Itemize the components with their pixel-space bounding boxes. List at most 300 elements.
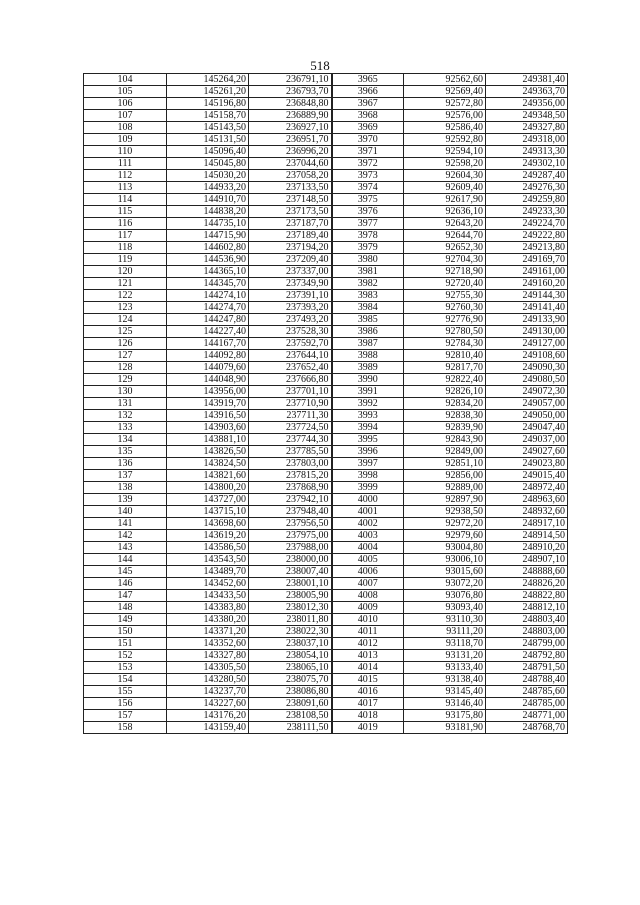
table-row: [84, 446, 568, 458]
table-row: [84, 686, 568, 698]
point-number-right-cell: 3980: [332, 254, 404, 266]
point-number-right-cell: 3972: [332, 158, 404, 170]
y-coordinate-right-cell: 249090,30: [486, 362, 568, 374]
x-coordinate-right-cell: 92849,00: [404, 446, 486, 458]
y-coordinate-right-cell: 248799,00: [486, 638, 568, 650]
y-coordinate-left-cell: 237058,20: [249, 170, 332, 182]
table-row: [84, 146, 568, 158]
y-coordinate-left-cell: 238011,80: [249, 614, 332, 626]
x-coordinate-left-cell: 143800,20: [167, 482, 249, 494]
y-coordinate-right-cell: 249144,30: [486, 290, 568, 302]
point-number-right-cell: 3982: [332, 278, 404, 290]
x-coordinate-left-cell: 143903,60: [167, 422, 249, 434]
point-number-right-cell: 3987: [332, 338, 404, 350]
point-number-left-cell: 153: [84, 662, 167, 674]
x-coordinate-right-cell: 92760,30: [404, 302, 486, 314]
x-coordinate-left-cell: 143715,10: [167, 506, 249, 518]
y-coordinate-left-cell: 237592,70: [249, 338, 332, 350]
x-coordinate-right-cell: 92576,00: [404, 110, 486, 122]
point-number-left-cell: 133: [84, 422, 167, 434]
x-coordinate-left-cell: 143327,80: [167, 650, 249, 662]
point-number-right-cell: 4002: [332, 518, 404, 530]
y-coordinate-left-cell: 237711,30: [249, 410, 332, 422]
y-coordinate-left-cell: 238007,40: [249, 566, 332, 578]
x-coordinate-right-cell: 92826,10: [404, 386, 486, 398]
table-row: [84, 182, 568, 194]
x-coordinate-left-cell: 144715,90: [167, 230, 249, 242]
y-coordinate-left-cell: 238065,10: [249, 662, 332, 674]
x-coordinate-right-cell: 92972,20: [404, 518, 486, 530]
table-row: [84, 254, 568, 266]
point-number-left-cell: 104: [84, 74, 167, 86]
table-row: [84, 434, 568, 446]
x-coordinate-right-cell: 92817,70: [404, 362, 486, 374]
x-coordinate-left-cell: 143452,60: [167, 578, 249, 590]
x-coordinate-right-cell: 92720,40: [404, 278, 486, 290]
point-number-left-cell: 109: [84, 134, 167, 146]
table-row: [84, 170, 568, 182]
x-coordinate-right-cell: 92569,40: [404, 86, 486, 98]
y-coordinate-right-cell: 249160,20: [486, 278, 568, 290]
y-coordinate-right-cell: 249133,90: [486, 314, 568, 326]
y-coordinate-right-cell: 249348,50: [486, 110, 568, 122]
x-coordinate-right-cell: 92839,90: [404, 422, 486, 434]
y-coordinate-right-cell: 248785,00: [486, 698, 568, 710]
y-coordinate-left-cell: 237710,90: [249, 398, 332, 410]
point-number-right-cell: 4004: [332, 542, 404, 554]
point-number-right-cell: 3973: [332, 170, 404, 182]
y-coordinate-right-cell: 248888,60: [486, 566, 568, 578]
y-coordinate-right-cell: 248972,40: [486, 482, 568, 494]
point-number-left-cell: 129: [84, 374, 167, 386]
point-number-right-cell: 3997: [332, 458, 404, 470]
x-coordinate-right-cell: 92838,30: [404, 410, 486, 422]
y-coordinate-left-cell: 236791,10: [249, 74, 332, 86]
coordinates-table-body: [84, 74, 568, 734]
x-coordinate-right-cell: 92851,10: [404, 458, 486, 470]
x-coordinate-right-cell: 93146,40: [404, 698, 486, 710]
table-row: [84, 122, 568, 134]
x-coordinate-left-cell: 144602,80: [167, 242, 249, 254]
point-number-right-cell: 4005: [332, 554, 404, 566]
point-number-right-cell: 3990: [332, 374, 404, 386]
point-number-right-cell: 3978: [332, 230, 404, 242]
y-coordinate-left-cell: 238012,30: [249, 602, 332, 614]
table-row: [84, 602, 568, 614]
x-coordinate-left-cell: 145196,80: [167, 98, 249, 110]
y-coordinate-right-cell: 249037,00: [486, 434, 568, 446]
y-coordinate-right-cell: 248910,20: [486, 542, 568, 554]
point-number-left-cell: 147: [84, 590, 167, 602]
point-number-right-cell: 4001: [332, 506, 404, 518]
y-coordinate-right-cell: 248788,40: [486, 674, 568, 686]
point-number-right-cell: 3996: [332, 446, 404, 458]
table-row: [84, 278, 568, 290]
y-coordinate-left-cell: 237975,00: [249, 530, 332, 542]
point-number-right-cell: 3969: [332, 122, 404, 134]
point-number-left-cell: 131: [84, 398, 167, 410]
y-coordinate-left-cell: 237148,50: [249, 194, 332, 206]
table-row: [84, 242, 568, 254]
point-number-right-cell: 4007: [332, 578, 404, 590]
table-row: [84, 290, 568, 302]
x-coordinate-left-cell: 143919,70: [167, 398, 249, 410]
point-number-left-cell: 145: [84, 566, 167, 578]
x-coordinate-left-cell: 144048,90: [167, 374, 249, 386]
y-coordinate-right-cell: 249015,40: [486, 470, 568, 482]
y-coordinate-left-cell: 237187,70: [249, 218, 332, 230]
y-coordinate-left-cell: 237194,20: [249, 242, 332, 254]
coordinates-table: [83, 73, 568, 734]
y-coordinate-right-cell: 249259,80: [486, 194, 568, 206]
point-number-left-cell: 132: [84, 410, 167, 422]
x-coordinate-left-cell: 144167,70: [167, 338, 249, 350]
point-number-right-cell: 3983: [332, 290, 404, 302]
table-row: [84, 590, 568, 602]
point-number-right-cell: 3965: [332, 74, 404, 86]
x-coordinate-right-cell: 92592,80: [404, 134, 486, 146]
point-number-right-cell: 4017: [332, 698, 404, 710]
x-coordinate-left-cell: 144838,20: [167, 206, 249, 218]
x-coordinate-right-cell: 93076,80: [404, 590, 486, 602]
point-number-left-cell: 127: [84, 350, 167, 362]
y-coordinate-right-cell: 249222,80: [486, 230, 568, 242]
table-row: [84, 554, 568, 566]
y-coordinate-right-cell: 249233,30: [486, 206, 568, 218]
point-number-right-cell: 4016: [332, 686, 404, 698]
table-row: [84, 338, 568, 350]
x-coordinate-right-cell: 92643,20: [404, 218, 486, 230]
point-number-right-cell: 3979: [332, 242, 404, 254]
y-coordinate-right-cell: 248822,80: [486, 590, 568, 602]
y-coordinate-left-cell: 238037,10: [249, 638, 332, 650]
y-coordinate-right-cell: 249080,50: [486, 374, 568, 386]
y-coordinate-left-cell: 237948,40: [249, 506, 332, 518]
y-coordinate-right-cell: 249224,70: [486, 218, 568, 230]
x-coordinate-left-cell: 143380,20: [167, 614, 249, 626]
point-number-left-cell: 139: [84, 494, 167, 506]
point-number-right-cell: 3989: [332, 362, 404, 374]
y-coordinate-right-cell: 249318,00: [486, 134, 568, 146]
x-coordinate-left-cell: 143916,50: [167, 410, 249, 422]
x-coordinate-left-cell: 144092,80: [167, 350, 249, 362]
y-coordinate-left-cell: 236951,70: [249, 134, 332, 146]
x-coordinate-right-cell: 93145,40: [404, 686, 486, 698]
x-coordinate-right-cell: 93004,80: [404, 542, 486, 554]
x-coordinate-left-cell: 144274,70: [167, 302, 249, 314]
point-number-left-cell: 122: [84, 290, 167, 302]
table-row: [84, 638, 568, 650]
point-number-right-cell: 4008: [332, 590, 404, 602]
y-coordinate-left-cell: 237803,00: [249, 458, 332, 470]
x-coordinate-right-cell: 93133,40: [404, 662, 486, 674]
point-number-left-cell: 118: [84, 242, 167, 254]
table-row: [84, 86, 568, 98]
x-coordinate-left-cell: 143586,50: [167, 542, 249, 554]
table-row: [84, 230, 568, 242]
x-coordinate-right-cell: 92562,60: [404, 74, 486, 86]
point-number-left-cell: 121: [84, 278, 167, 290]
x-coordinate-right-cell: 92718,90: [404, 266, 486, 278]
y-coordinate-left-cell: 238005,90: [249, 590, 332, 602]
table-row: [84, 374, 568, 386]
y-coordinate-left-cell: 237337,00: [249, 266, 332, 278]
point-number-left-cell: 156: [84, 698, 167, 710]
table-row: [84, 398, 568, 410]
x-coordinate-right-cell: 93006,10: [404, 554, 486, 566]
point-number-right-cell: 3988: [332, 350, 404, 362]
x-coordinate-right-cell: 92594,10: [404, 146, 486, 158]
x-coordinate-left-cell: 143237,70: [167, 686, 249, 698]
x-coordinate-left-cell: 145045,80: [167, 158, 249, 170]
point-number-right-cell: 3975: [332, 194, 404, 206]
point-number-left-cell: 124: [84, 314, 167, 326]
y-coordinate-left-cell: 237349,90: [249, 278, 332, 290]
y-coordinate-left-cell: 236927,10: [249, 122, 332, 134]
x-coordinate-left-cell: 144227,40: [167, 326, 249, 338]
x-coordinate-right-cell: 92586,40: [404, 122, 486, 134]
y-coordinate-left-cell: 238086,80: [249, 686, 332, 698]
table-row: [84, 662, 568, 674]
x-coordinate-left-cell: 143371,20: [167, 626, 249, 638]
y-coordinate-left-cell: 237044,60: [249, 158, 332, 170]
point-number-left-cell: 142: [84, 530, 167, 542]
x-coordinate-right-cell: 92604,30: [404, 170, 486, 182]
x-coordinate-left-cell: 143433,50: [167, 590, 249, 602]
table-row: [84, 710, 568, 722]
point-number-left-cell: 143: [84, 542, 167, 554]
table-row: [84, 698, 568, 710]
point-number-right-cell: 4015: [332, 674, 404, 686]
point-number-left-cell: 115: [84, 206, 167, 218]
y-coordinate-left-cell: 237173,50: [249, 206, 332, 218]
x-coordinate-left-cell: 143305,50: [167, 662, 249, 674]
point-number-left-cell: 157: [84, 710, 167, 722]
x-coordinate-right-cell: 92609,40: [404, 182, 486, 194]
x-coordinate-left-cell: 145131,50: [167, 134, 249, 146]
x-coordinate-right-cell: 92598,20: [404, 158, 486, 170]
x-coordinate-right-cell: 92572,80: [404, 98, 486, 110]
point-number-right-cell: 4018: [332, 710, 404, 722]
y-coordinate-right-cell: 249108,60: [486, 350, 568, 362]
y-coordinate-left-cell: 237493,20: [249, 314, 332, 326]
x-coordinate-right-cell: 92822,40: [404, 374, 486, 386]
point-number-left-cell: 154: [84, 674, 167, 686]
x-coordinate-right-cell: 93118,70: [404, 638, 486, 650]
point-number-right-cell: 3992: [332, 398, 404, 410]
y-coordinate-left-cell: 237528,30: [249, 326, 332, 338]
y-coordinate-right-cell: 248785,60: [486, 686, 568, 698]
table-row: [84, 650, 568, 662]
point-number-left-cell: 144: [84, 554, 167, 566]
point-number-right-cell: 4014: [332, 662, 404, 674]
point-number-right-cell: 3967: [332, 98, 404, 110]
point-number-right-cell: 4000: [332, 494, 404, 506]
point-number-right-cell: 3985: [332, 314, 404, 326]
x-coordinate-right-cell: 93072,20: [404, 578, 486, 590]
point-number-left-cell: 125: [84, 326, 167, 338]
y-coordinate-right-cell: 249327,80: [486, 122, 568, 134]
table-row: [84, 110, 568, 122]
point-number-right-cell: 4009: [332, 602, 404, 614]
table-row: [84, 542, 568, 554]
x-coordinate-left-cell: 143176,20: [167, 710, 249, 722]
point-number-left-cell: 120: [84, 266, 167, 278]
x-coordinate-left-cell: 143956,00: [167, 386, 249, 398]
y-coordinate-right-cell: 248963,60: [486, 494, 568, 506]
y-coordinate-right-cell: 249023,80: [486, 458, 568, 470]
x-coordinate-left-cell: 144536,90: [167, 254, 249, 266]
point-number-right-cell: 3991: [332, 386, 404, 398]
point-number-right-cell: 3971: [332, 146, 404, 158]
x-coordinate-left-cell: 143352,60: [167, 638, 249, 650]
y-coordinate-right-cell: 249027,60: [486, 446, 568, 458]
x-coordinate-right-cell: 92834,20: [404, 398, 486, 410]
x-coordinate-right-cell: 92776,90: [404, 314, 486, 326]
y-coordinate-left-cell: 237868,90: [249, 482, 332, 494]
y-coordinate-right-cell: 248914,50: [486, 530, 568, 542]
x-coordinate-right-cell: 92755,30: [404, 290, 486, 302]
y-coordinate-right-cell: 249276,30: [486, 182, 568, 194]
x-coordinate-left-cell: 144735,10: [167, 218, 249, 230]
x-coordinate-right-cell: 93093,40: [404, 602, 486, 614]
y-coordinate-right-cell: 248932,60: [486, 506, 568, 518]
table-row: [84, 206, 568, 218]
y-coordinate-left-cell: 238111,50: [249, 722, 332, 734]
x-coordinate-right-cell: 93111,20: [404, 626, 486, 638]
x-coordinate-right-cell: 92704,30: [404, 254, 486, 266]
y-coordinate-left-cell: 236848,80: [249, 98, 332, 110]
x-coordinate-left-cell: 144365,10: [167, 266, 249, 278]
x-coordinate-left-cell: 145261,20: [167, 86, 249, 98]
y-coordinate-left-cell: 237189,40: [249, 230, 332, 242]
table-row: [84, 458, 568, 470]
point-number-left-cell: 152: [84, 650, 167, 662]
x-coordinate-right-cell: 92644,70: [404, 230, 486, 242]
x-coordinate-right-cell: 93181,90: [404, 722, 486, 734]
y-coordinate-left-cell: 236793,70: [249, 86, 332, 98]
page-number: 518: [310, 58, 330, 73]
y-coordinate-left-cell: 236889,90: [249, 110, 332, 122]
y-coordinate-left-cell: 237744,30: [249, 434, 332, 446]
point-number-right-cell: 3986: [332, 326, 404, 338]
y-coordinate-right-cell: 248803,40: [486, 614, 568, 626]
point-number-left-cell: 112: [84, 170, 167, 182]
x-coordinate-right-cell: 92889,00: [404, 482, 486, 494]
table-row: [84, 314, 568, 326]
y-coordinate-left-cell: 237209,40: [249, 254, 332, 266]
table-row: [84, 134, 568, 146]
x-coordinate-right-cell: 92617,90: [404, 194, 486, 206]
x-coordinate-right-cell: 92856,00: [404, 470, 486, 482]
y-coordinate-right-cell: 248791,50: [486, 662, 568, 674]
y-coordinate-left-cell: 237393,20: [249, 302, 332, 314]
x-coordinate-right-cell: 93015,60: [404, 566, 486, 578]
point-number-right-cell: 3998: [332, 470, 404, 482]
table-row: [84, 158, 568, 170]
table-row: [84, 350, 568, 362]
point-number-right-cell: 3984: [332, 302, 404, 314]
x-coordinate-left-cell: 143821,60: [167, 470, 249, 482]
point-number-right-cell: 3999: [332, 482, 404, 494]
y-coordinate-right-cell: 248792,80: [486, 650, 568, 662]
table-row: [84, 674, 568, 686]
point-number-right-cell: 3970: [332, 134, 404, 146]
point-number-right-cell: 4003: [332, 530, 404, 542]
table-row: [84, 614, 568, 626]
x-coordinate-left-cell: 145143,50: [167, 122, 249, 134]
y-coordinate-right-cell: 249313,30: [486, 146, 568, 158]
point-number-left-cell: 119: [84, 254, 167, 266]
x-coordinate-left-cell: 143280,50: [167, 674, 249, 686]
y-coordinate-left-cell: 238075,70: [249, 674, 332, 686]
point-number-right-cell: 4013: [332, 650, 404, 662]
point-number-left-cell: 128: [84, 362, 167, 374]
point-number-right-cell: 4011: [332, 626, 404, 638]
y-coordinate-right-cell: 248771,00: [486, 710, 568, 722]
point-number-left-cell: 141: [84, 518, 167, 530]
x-coordinate-left-cell: 144274,10: [167, 290, 249, 302]
point-number-left-cell: 130: [84, 386, 167, 398]
y-coordinate-right-cell: 249381,40: [486, 74, 568, 86]
x-coordinate-right-cell: 92636,10: [404, 206, 486, 218]
y-coordinate-left-cell: 237724,50: [249, 422, 332, 434]
x-coordinate-left-cell: 145264,20: [167, 74, 249, 86]
point-number-left-cell: 114: [84, 194, 167, 206]
y-coordinate-right-cell: 249287,40: [486, 170, 568, 182]
y-coordinate-right-cell: 249050,00: [486, 410, 568, 422]
table-row: [84, 194, 568, 206]
table-row: [84, 506, 568, 518]
table-row: [84, 98, 568, 110]
x-coordinate-left-cell: 144247,80: [167, 314, 249, 326]
y-coordinate-right-cell: 249363,70: [486, 86, 568, 98]
point-number-left-cell: 111: [84, 158, 167, 170]
y-coordinate-left-cell: 237133,50: [249, 182, 332, 194]
table-row: [84, 482, 568, 494]
y-coordinate-left-cell: 237391,10: [249, 290, 332, 302]
y-coordinate-right-cell: 249057,00: [486, 398, 568, 410]
point-number-left-cell: 134: [84, 434, 167, 446]
y-coordinate-left-cell: 237956,50: [249, 518, 332, 530]
y-coordinate-left-cell: 237942,10: [249, 494, 332, 506]
y-coordinate-left-cell: 238001,10: [249, 578, 332, 590]
x-coordinate-left-cell: 143824,50: [167, 458, 249, 470]
y-coordinate-right-cell: 249047,40: [486, 422, 568, 434]
y-coordinate-right-cell: 249127,00: [486, 338, 568, 350]
table-row: [84, 386, 568, 398]
x-coordinate-left-cell: 144910,70: [167, 194, 249, 206]
x-coordinate-right-cell: 93138,40: [404, 674, 486, 686]
point-number-left-cell: 140: [84, 506, 167, 518]
x-coordinate-right-cell: 92810,40: [404, 350, 486, 362]
point-number-left-cell: 135: [84, 446, 167, 458]
x-coordinate-left-cell: 144933,20: [167, 182, 249, 194]
y-coordinate-right-cell: 249130,00: [486, 326, 568, 338]
y-coordinate-right-cell: 249169,70: [486, 254, 568, 266]
table-row: [84, 470, 568, 482]
x-coordinate-right-cell: 92652,30: [404, 242, 486, 254]
point-number-left-cell: 155: [84, 686, 167, 698]
x-coordinate-left-cell: 143881,10: [167, 434, 249, 446]
table-row: [84, 302, 568, 314]
x-coordinate-left-cell: 143159,40: [167, 722, 249, 734]
point-number-left-cell: 123: [84, 302, 167, 314]
y-coordinate-left-cell: 237988,00: [249, 542, 332, 554]
point-number-right-cell: 3981: [332, 266, 404, 278]
x-coordinate-left-cell: 145030,20: [167, 170, 249, 182]
table-row: [84, 530, 568, 542]
